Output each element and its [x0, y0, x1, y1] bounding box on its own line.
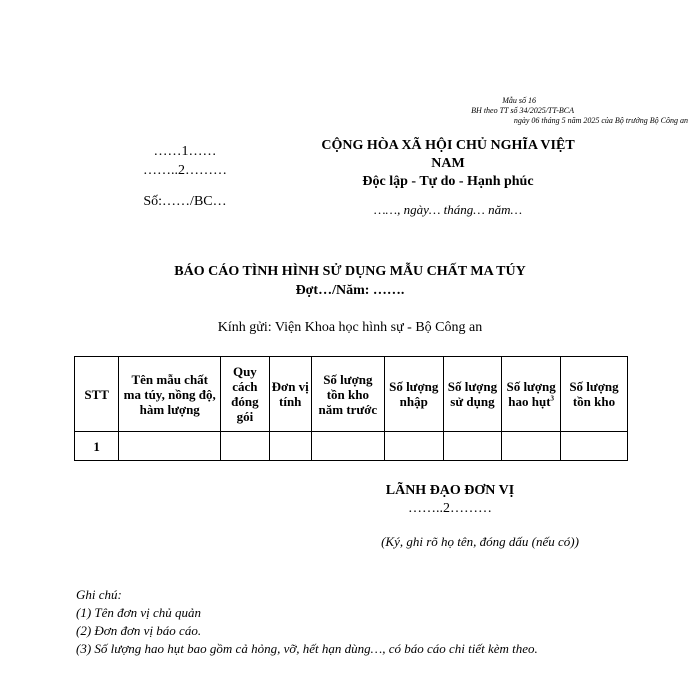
report-table	[74, 356, 628, 461]
note-item: (1) Tên đơn vị chủ quản	[76, 605, 201, 620]
table-row	[75, 432, 628, 461]
table-header-row	[75, 357, 628, 432]
signature-unit: ……..2………	[408, 501, 492, 516]
note-item: (2) Đơn đơn vị báo cáo.	[76, 623, 202, 638]
table-cell	[269, 432, 311, 461]
signature-title: LÃNH ĐẠO ĐƠN VỊ	[385, 483, 515, 498]
form-code-block	[400, 96, 690, 126]
table-cell	[443, 432, 502, 461]
col-header-stt: STT	[75, 357, 119, 432]
place-date-line: ……, ngày… tháng… năm…	[373, 202, 523, 217]
report-period: Đợt…/Năm: …….	[295, 283, 405, 298]
col-header-unit: Đơn vị tính	[269, 357, 311, 432]
left-header	[120, 142, 250, 211]
report-number: Số:……/BC…	[143, 194, 227, 209]
col-header-packaging: Quy cách đóng gói	[221, 357, 269, 432]
col-header-stock: Số lượng tồn kho	[560, 357, 627, 432]
national-motto: Độc lập - Tự do - Hạnh phúc	[362, 174, 534, 189]
reporting-unit-placeholder: ……..2………	[143, 163, 227, 178]
report-title-block	[0, 262, 700, 300]
col-header-sample-name: Tên mẫu chất ma túy, nồng độ, hàm lượng	[119, 357, 221, 432]
form-issued-date: ngày 06 tháng 5 năm 2025 của Bộ trưởng Bộ Công an	[513, 116, 688, 125]
signature-note: (Ký, ghi rõ họ tên, đóng dấu (nếu có))	[381, 534, 579, 549]
table-cell	[221, 432, 269, 461]
table-cell	[119, 432, 221, 461]
notes-heading: Ghi chú:	[76, 587, 122, 602]
form-number: Mẫu số 16	[502, 96, 536, 105]
recipient-line: Kính gửi: Viện Khoa học hình sự - Bộ Công an	[217, 320, 483, 335]
form-circular: BH theo TT số 34/2025/TT-BCA	[471, 106, 574, 115]
col-header-used: Số lượng sử dụng	[443, 357, 502, 432]
table-cell	[384, 432, 443, 461]
signature-block	[300, 482, 600, 518]
note-item: (3) Số lượng hao hụt bao gồm cả hỏng, vỡ, hết hạn dùng…, có báo cáo chi tiết kèm theo.	[76, 641, 538, 656]
report-title: BÁO CÁO TÌNH HÌNH SỬ DỤNG MẪU CHẤT MA TÚY	[174, 264, 526, 279]
col-header-imported: Số lượng nhập	[384, 357, 443, 432]
country-name-line1: CỘNG HÒA XÃ HỘI CHỦ NGHĨA VIỆT	[321, 138, 575, 153]
notes-block	[76, 586, 636, 658]
footnote-marker: 3	[550, 394, 555, 403]
table-cell	[560, 432, 627, 461]
col-header-loss	[502, 357, 561, 432]
country-name-line2: NAM	[431, 156, 465, 171]
col-header-loss-label: Số lượng hao hụt	[506, 379, 556, 409]
right-header	[318, 137, 578, 219]
col-header-prior-stock: Số lượng tồn kho năm trước	[311, 357, 384, 432]
table-cell	[502, 432, 561, 461]
parent-unit-placeholder: ……1……	[153, 144, 217, 159]
table-cell-stt: 1	[75, 432, 119, 461]
table-cell	[311, 432, 384, 461]
